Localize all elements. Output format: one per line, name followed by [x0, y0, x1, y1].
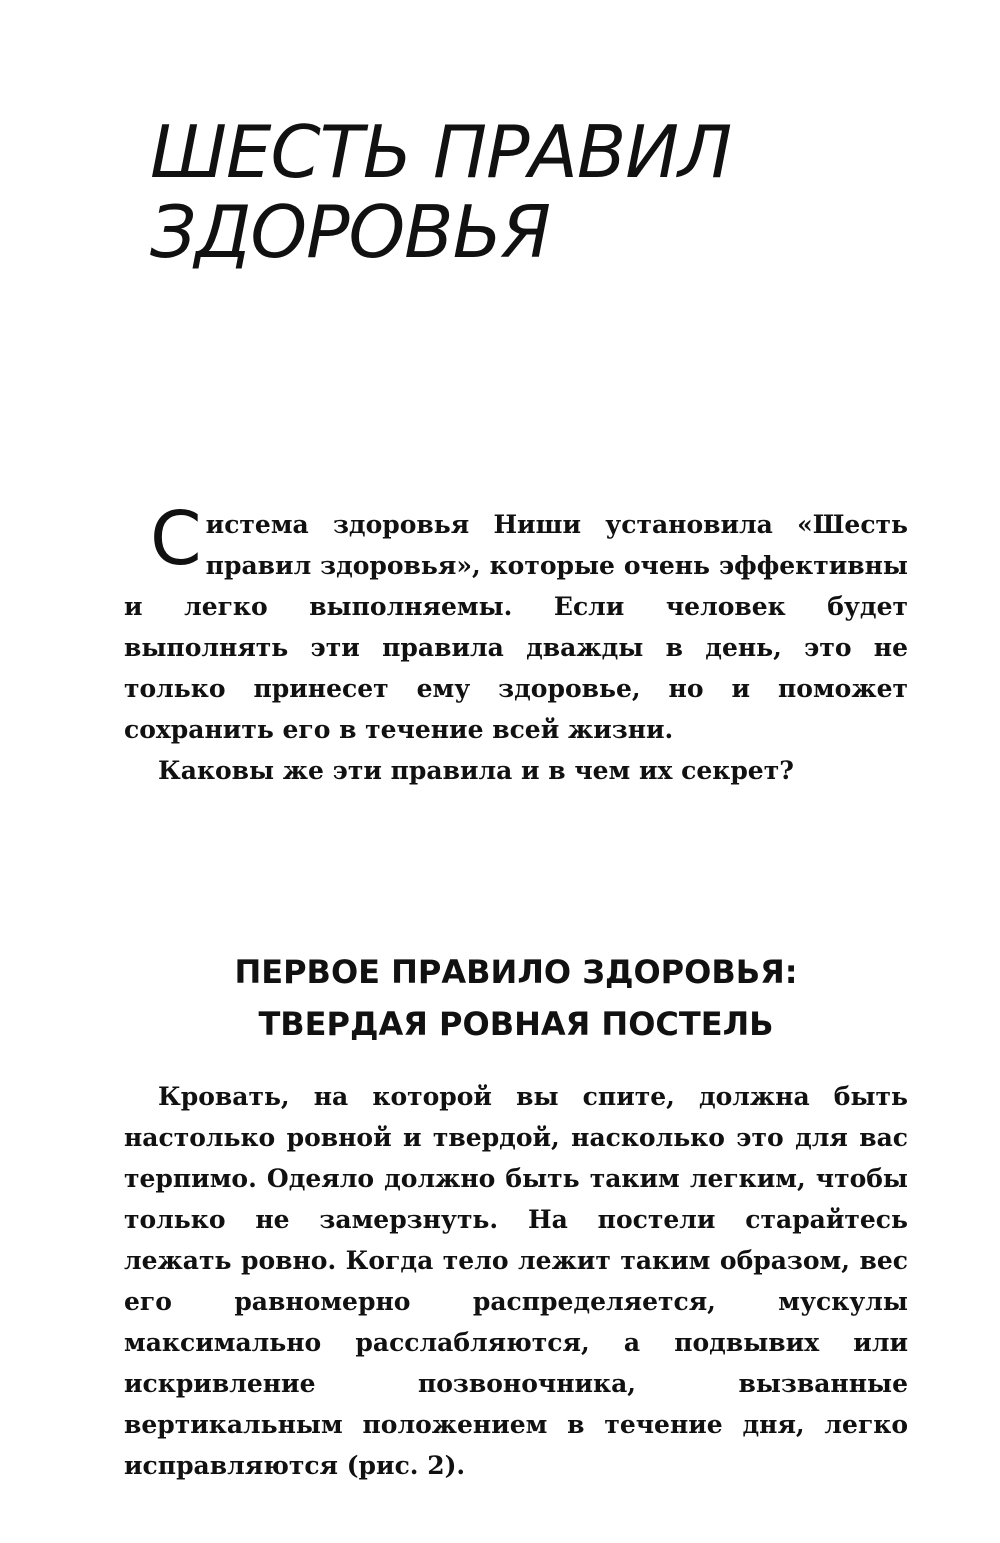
intro-paragraph-1-text: истема здоровья Ниши установила «Шесть правил здоровья», которые очень эффективны и легко выполняемы. Если человек будет выполнять эти правила дважды в день, это не только принесет ему здоровье, но и поможет сохранить его в течение всей жизни.	[124, 510, 908, 744]
chapter-title-line-2: ЗДОРОВЬЯ	[150, 190, 550, 274]
section-body-paragraph: Кровать, на которой вы спите, должна быть настолько ровной и твердой, насколько это для вас терпимо. Одеяло должно быть таким легким, чтобы только не замерзнуть. На постели старайтесь лежать ровно. Когда тело лежит таким образом, вес его равномерно распределяется, мускулы максимально расслабляются, а подвывих или искривление позвоночника, вызванные вертикальным положением в течение дня, легко исправляются (рис. 2).	[124, 1082, 908, 1480]
section-heading	[124, 946, 908, 1050]
chapter-title-line-1: ШЕСТЬ ПРАВИЛ	[150, 110, 732, 194]
drop-cap: С	[150, 496, 202, 582]
intro-paragraph-1	[124, 496, 908, 750]
section-heading-line-2: ТВЕРДАЯ РОВНАЯ ПОСТЕЛЬ	[258, 1005, 774, 1043]
section-heading-line-1: ПЕРВОЕ ПРАВИЛО ЗДОРОВЬЯ:	[234, 953, 798, 991]
chapter-title	[150, 112, 910, 272]
intro-section	[124, 496, 908, 791]
intro-paragraph-2: Каковы же эти правила и в чем их секрет?	[158, 756, 794, 785]
